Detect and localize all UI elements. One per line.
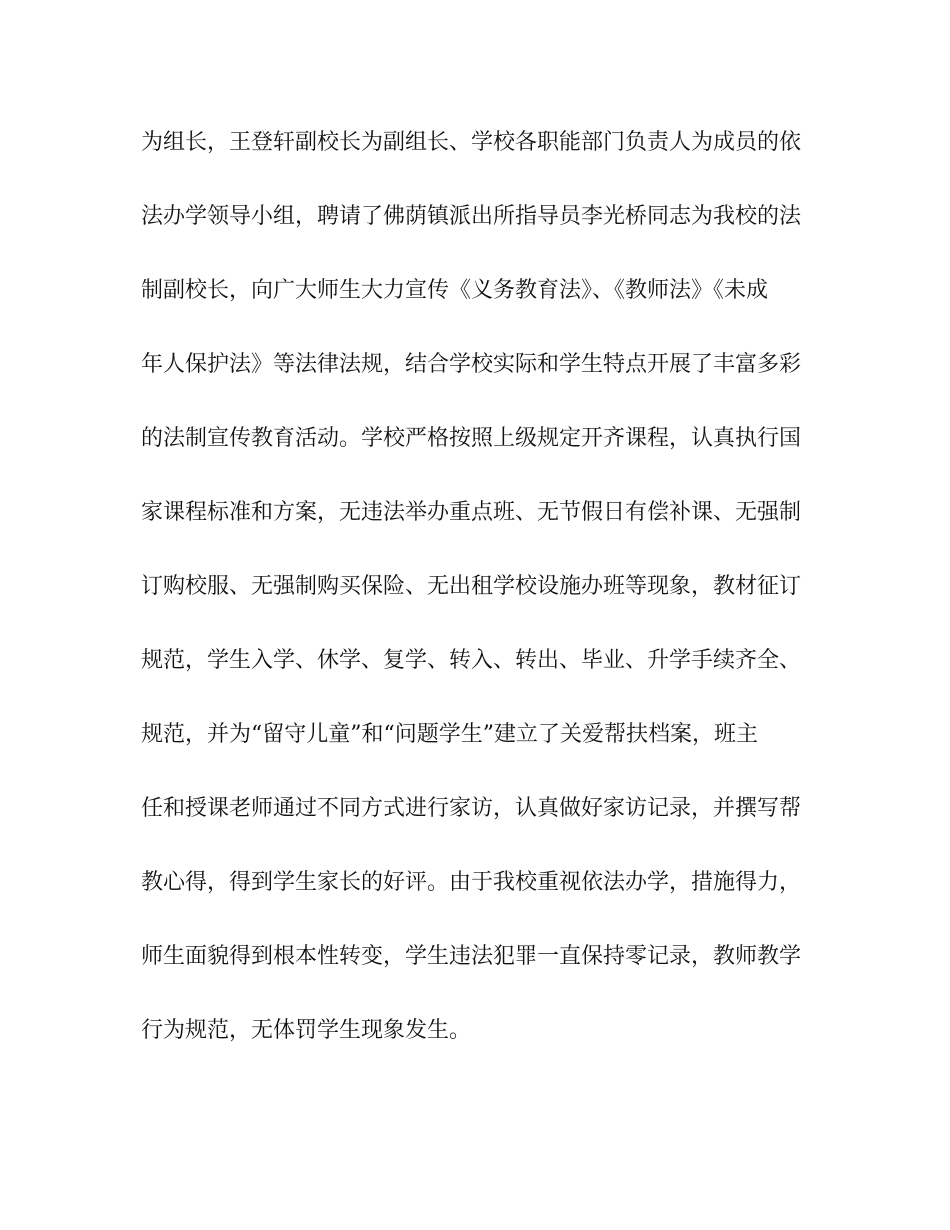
paragraph-line: 规范，并为“留守儿童”和“问题学生”建立了关爱帮扶档案，班主 <box>141 722 758 747</box>
paragraph-line: 规范，学生入学、休学、复学、转入、转出、毕业、升学手续齐全、 <box>141 648 801 673</box>
paragraph-line: 教心得，得到学生家长的好评。由于我校重视依法办学，措施得力， <box>141 870 801 895</box>
paragraph-line: 制副校长，向广大师生大力宣传《义务教育法》、《教师法》《未成 <box>141 278 769 303</box>
paragraph-line: 法办学领导小组，聘请了佛荫镇派出所指导员李光桥同志为我校的法 <box>141 204 801 229</box>
paragraph-line: 年人保护法》等法律法规，结合学校实际和学生特点开展了丰富多彩 <box>141 352 801 377</box>
paragraph-line: 任和授课老师通过不同方式进行家访，认真做好家访记录，并撰写帮 <box>141 796 801 821</box>
paragraph-line: 师生面貌得到根本性转变，学生违法犯罪一直保持零记录，教师教学 <box>141 944 801 969</box>
paragraph-line: 为组长，王登轩副校长为副组长、学校各职能部门负责人为成员的依 <box>141 130 801 155</box>
paragraph-line: 家课程标准和方案，无违法举办重点班、无节假日有偿补课、无强制 <box>141 500 801 525</box>
paragraph-line: 的法制宣传教育活动。学校严格按照上级规定开齐课程，认真执行国 <box>141 426 801 451</box>
paragraph-line: 订购校服、无强制购买保险、无出租学校设施办班等现象，教材征订 <box>141 574 801 599</box>
paragraph-line: 行为规范，无体罚学生现象发生。 <box>141 1018 472 1043</box>
